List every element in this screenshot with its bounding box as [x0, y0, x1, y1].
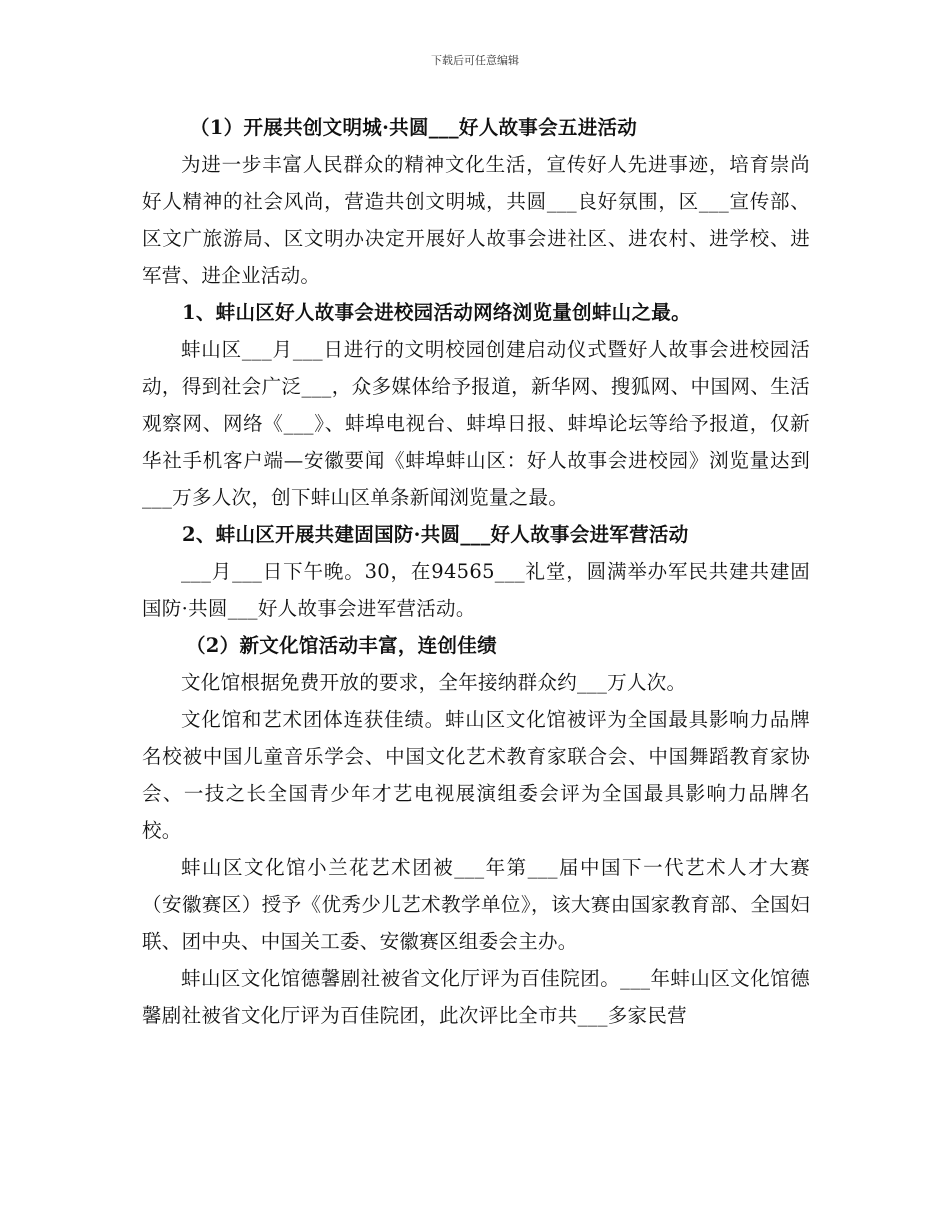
- section-heading-2: （2）新文化馆活动丰富，连创佳绩: [186, 634, 497, 657]
- page-header: 下载后可任意编辑: [431, 54, 519, 67]
- paragraph: 文化馆根据免费开放的要求，全年接纳群众约___万人次。: [181, 671, 687, 694]
- subsection-heading-1: 1、蚌山区好人故事会进校园活动网络浏览量创蚌山之最。: [182, 301, 691, 324]
- paragraph: 为进一步丰富人民群众的精神文化生活，宣传好人先进事迹，培育崇尚好人精神的社会风尚，营造共创文明城，共圆___良好氛围，区___宣传部、区文广旅游局、区文明办决定开展好人故事会进社区、进农村、进学校、进军营、进企业活动。: [142, 153, 810, 287]
- document-body: [142, 109, 810, 1034]
- paragraph: ___月___日下午晚。30，在94565___礼堂，圆满举办军民共建共建固国防·共圆___好人故事会进军营活动。: [142, 560, 810, 620]
- paragraph: 蚌山区___月___日进行的文明校园创建启动仪式暨好人故事会进校园活动，得到社会广泛___，众多媒体给予报道，新华网、搜狐网、中国网、生活观察网、网络《___》、蚌埠电视台、蚌埠日报、蚌埠论坛等给予报道，仅新华社手机客户端—安徽要闻《蚌埠蚌山区：好人故事会进校园》浏览量达到___万多人次，创下蚌山区单条新闻浏览量之最。: [142, 338, 810, 509]
- paragraph: 文化馆和艺术团体连获佳绩。蚌山区文化馆被评为全国最具影响力品牌名校被中国儿童音乐学会、中国文化艺术教育家联合会、中国舞蹈教育家协会、一技之长全国青少年才艺电视展演组委会评为全国最具影响力品牌名校。: [142, 708, 810, 842]
- paragraph: 蚌山区文化馆德馨剧社被省文化厅评为百佳院团。___年蚌山区文化馆德馨剧社被省文化厅评为百佳院团，此次评比全市共___多家民营: [142, 967, 810, 1027]
- paragraph: 蚌山区文化馆小兰花艺术团被___年第___届中国下一代艺术人才大赛（安徽赛区）授予《优秀少儿艺术教学单位》，该大赛由国家教育部、全国妇联、团中央、中国关工委、安徽赛区组委会主办。: [142, 856, 810, 953]
- subsection-heading-2: 2、蚌山区开展共建固国防·共圆___好人故事会进军营活动: [182, 523, 689, 546]
- section-heading-1: （1）开展共创文明城·共圆___好人故事会五进活动: [190, 116, 638, 139]
